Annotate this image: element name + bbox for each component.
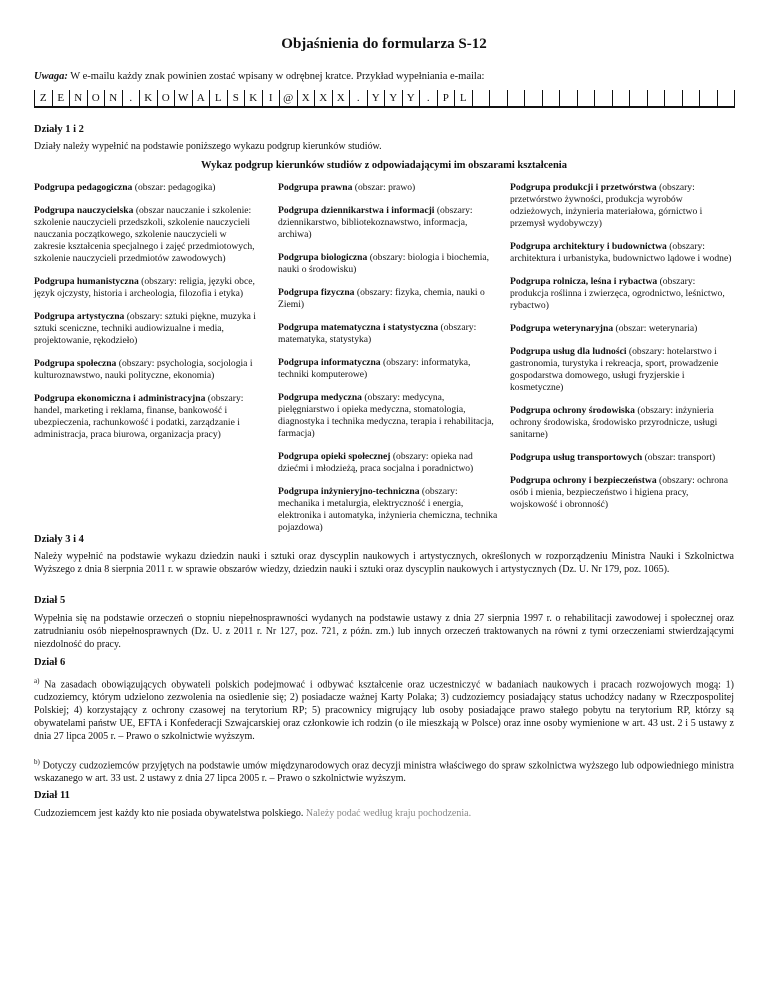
subgroup-name: Podgrupa architektury i budownictwa [510,241,667,252]
subgroup-name: Podgrupa rolnicza, leśna i rybactwa [510,276,658,287]
subgroup-name: Podgrupa produkcji i przetwórstwa [510,182,657,193]
dzialy-3-4-text: Należy wypełnić na podstawie wykazu dziedzin nauki i sztuki oraz dyscyplin naukowych i artystycznych, określonych w rozporządzeniu Ministra Nauki i Szkolnictwa Wyższego z dnia 8 sierpnia 2011 r. w sprawie obszarów wiedzy, dziedzin nauki i sztuki oraz dyscyplin naukowych i artystycznych (Dz. U. Nr 179, poz. 1065). [34,551,734,575]
email-char-box: P [438,90,456,108]
subgroup-name: Podgrupa humanistyczna [34,276,139,287]
dzial-6-heading: Dział 6 [34,657,66,668]
email-char-box [630,90,648,108]
email-char-box [718,90,736,108]
email-char-box [648,90,666,108]
note-a-text: Na zasadach obowiązujących obywateli polskich podejmować i odbywać kształcenie oraz uczestniczyć w badaniach naukowych i pracach rozwojowych mogą: 1) cudzoziemcy, którym udzielono zezwolenia na osiedlenie się; 2) posiadacze ważnej Karty Polaka; 3) cudzoziemcy posiadający status uchodźcy nadany w Rzeczpospolitej Polskiej; 4) korzystający z ochrony czasowej na terytorium RP; 5) pracownicy migrujący lub osoby posiadające prawo stałego pobytu na terytorium RP, którzy są obywatelami państw UE, EFTA i Konfederacji Szwajcarskiej oraz członkowie ich rodzin (o ile mieszkają w Polsce) oraz inne osoby wymienione w art. 43 ust. 2 i 5 ustawy z dnia 27 lipca 2005 r. – Prawo o szkolnictwie wyższym. [34,679,734,743]
subgroup-name: Podgrupa nauczycielska [34,205,134,216]
dzialy-1-2-text: Działy należy wypełnić na podstawie poniższego wykazu podgrup kierunków studiów. [34,141,382,152]
subgroup-areas: (obszary: handel, marketing i reklama, finanse, bankowość i ubezpieczenia, rachunkowość i podatki, zarządzanie i administracja, praca biurowa, organizacja pracy) [34,393,244,440]
email-char-box: L [210,90,228,108]
email-char-box [700,90,718,108]
note-b-mark: b) [34,758,40,766]
subgroup-name: Podgrupa ochrony środowiska [510,405,635,416]
email-char-box [683,90,701,108]
subgroup-entry [278,182,500,194]
subgroup-areas: (obszary: dziennikarstwo, bibliotekoznawstwo, informacja, archiwa) [278,205,473,240]
subgroup-entry [278,451,500,475]
subgroup-column-1 [34,182,259,452]
email-char-box: Y [385,90,403,108]
subgroup-areas: (obszary: informatyka, techniki komputerowe) [278,357,471,380]
subgroup-areas: (obszary: ochrona osób i mienia, bezpieczeństwo i higiena pracy, wojskowość i obronność) [510,475,729,510]
subgroup-entry [278,322,500,346]
email-char-box: . [350,90,368,108]
subgroup-entry [510,405,736,441]
subgroup-areas: (obszary: biologia i biochemia, nauki o środowisku) [278,252,490,275]
subgroup-name: Podgrupa informatyczna [278,357,381,368]
subgroup-entry [510,346,736,394]
email-char-box: L [455,90,473,108]
subgroup-areas: (obszar: prawo) [352,182,416,193]
dzial-6-note-b [34,756,734,785]
subgroup-areas: (obszary: fizyka, chemia, nauki o Ziemi) [278,287,485,310]
subgroup-areas: (obszary: inżynieria ochrony środowiska, środowisko przyrodnicze, usługi sanitarne) [510,405,718,440]
email-char-box [560,90,578,108]
subgroup-name: Podgrupa artystyczna [34,311,125,322]
subgroup-name: Podgrupa ochrony i bezpieczeństwa [510,475,657,486]
subgroup-areas: (obszary: medycyna, pielęgniarstwo i opieka medyczna, stomatologia, diagnostyka i technika medyczna, terapia i rehabilitacja, farmacja) [278,392,494,439]
subgroup-name: Podgrupa społeczna [34,358,117,369]
subgroup-name: Podgrupa pedagogiczna [34,182,133,193]
email-char-box: W [175,90,193,108]
dzial-11-hint: Należy podać według kraju pochodzenia. [303,808,472,819]
subgroup-areas: (obszary: architektura i urbanistyka, budownictwo lądowe i wodne) [510,241,732,264]
email-char-box: Z [35,90,53,108]
subgroup-entry [278,392,500,440]
subgroup-entry [278,205,500,241]
subgroup-name: Podgrupa usług dla ludności [510,346,627,357]
subgroup-entry [510,241,736,265]
subgroup-entry [34,205,259,265]
email-char-box: X [333,90,351,108]
subgroup-entry [34,358,259,382]
subgroup-areas: (obszary: hotelarstwo i gastronomia, turystyka i rekreacja, sport, prowadzenie gospodarstwa domowego, usługi fryzjerskie i kosmetyczne) [510,346,719,393]
email-char-box: X [315,90,333,108]
subgroup-areas: (obszar: transport) [642,452,716,463]
uwaga-note [34,71,484,82]
subgroup-entry [510,323,736,335]
email-char-box: I [263,90,281,108]
subgroup-name: Podgrupa fizyczna [278,287,355,298]
email-char-box [613,90,631,108]
subgroup-name: Podgrupa usług transportowych [510,452,643,463]
wykaz-title: Wykaz podgrup kierunków studiów z odpowiadającymi im obszarami kształcenia [201,160,567,171]
email-char-box: Y [368,90,386,108]
subgroup-name: Podgrupa medyczna [278,392,362,403]
subgroup-areas: (obszary: opieka nad dziećmi i młodzieżą, praca socjalna i poradnictwo) [278,451,474,474]
subgroup-areas: (obszar nauczanie i szkolenie: szkolenie nauczycieli przedszkoli, szkolenie nauczycieli nauczania początkowego, szkolenie nauczycieli w zakresie kształcenia specjalnego i zajęć przedmiotowych, szkolenie nauczycieli przedmiotów zawodowych) [34,205,255,264]
email-char-box [508,90,526,108]
email-char-box [665,90,683,108]
email-char-box [490,90,508,108]
page-title: Objaśnienia do formularza S-12 [281,36,487,52]
email-char-box: K [245,90,263,108]
subgroup-name: Podgrupa prawna [278,182,353,193]
subgroup-column-3 [510,182,736,522]
subgroup-areas: (obszary: sztuki piękne, muzyka i sztuki sceniczne, techniki audiowizualne i media, projektowanie, rękodzieło) [34,311,256,346]
email-example-grid [34,90,735,108]
subgroup-entry [278,357,500,381]
subgroup-areas: (obszary: produkcja roślinna i zwierzęca, ogrodnictwo, leśnictwo, rybactwo) [510,276,725,311]
subgroup-entry [34,182,259,194]
email-char-box: S [228,90,246,108]
subgroup-entry [34,311,259,347]
email-char-box: E [53,90,71,108]
subgroup-entry [278,252,500,276]
subgroup-entry [510,475,736,511]
subgroup-entry [34,393,259,441]
email-char-box: . [123,90,141,108]
uwaga-label: Uwaga: [34,71,68,82]
subgroup-name: Podgrupa opieki społecznej [278,451,391,462]
subgroup-entry [34,276,259,300]
subgroup-name: Podgrupa matematyczna i statystyczna [278,322,439,333]
email-char-box: A [193,90,211,108]
dzialy-3-4-heading: Działy 3 i 4 [34,534,84,545]
subgroup-areas: (obszary: psychologia, socjologia i kulturoznawstwo, nauki polityczne, ekonomia) [34,358,253,381]
dzial-5-text: Wypełnia się na podstawie orzeczeń o stopniu niepełnosprawności wydanych na podstawie ustawy z dnia 27 sierpnia 1997 r. o rehabilitacji zawodowej i społecznej oraz zatrudnianiu osób niepełnosprawnych (Dz. U. z 2011 r. Nr 127, poz. 721, z późn. zm.) lub innych orzeczeń traktowanych na równi z tymi orzeczeniami stwierdzającymi niezdolność do pracy. [34,613,734,650]
email-char-box: O [88,90,106,108]
subgroup-areas: (obszary: mechanika i metalurgia, elektryczność i energia, elektronika i automatyka, inżynieria chemiczna, technika pojazdowa) [278,486,498,533]
subgroup-areas: (obszar: pedagogika) [132,182,216,193]
subgroup-name: Podgrupa biologiczna [278,252,368,263]
email-char-box [543,90,561,108]
email-char-box [595,90,613,108]
dzial-6-note-a [34,675,734,743]
subgroup-entry [510,182,736,230]
subgroup-name: Podgrupa dziennikarstwa i informacji [278,205,435,216]
subgroup-areas: (obszary: matematyka, statystyka) [278,322,477,345]
email-char-box [578,90,596,108]
subgroup-name: Podgrupa inżynieryjno-techniczna [278,486,420,497]
uwaga-text: W e-mailu każdy znak powinien zostać wpisany w odrębnej kratce. Przykład wypełniania e-maila: [67,71,485,82]
subgroup-areas: (obszary: religia, języki obce, język ojczysty, historia i archeologia, filozofia i etyka) [34,276,255,299]
note-b-text: Dotyczy cudzoziemców przyjętych na podstawie umów międzynarodowych oraz decyzji ministra właściwego do spraw szkolnictwa wyższego lub odpowiedniego ministra wskazanego w art. 33 ust. 2 ustawy z dnia 27 lipca 2005 r. – Prawo o szkolnictwie wyższym. [34,760,734,785]
subgroup-entry [510,276,736,312]
subgroup-areas: (obszary: przetwórstwo żywności, produkcja wyrobów odzieżowych, inżynieria materiałowa, górnictwo i przemysł wydobywczy) [510,182,703,229]
note-a-mark: a) [34,677,40,685]
dzial-5-heading: Dział 5 [34,595,66,606]
subgroup-entry [278,486,500,534]
subgroup-entry [278,287,500,311]
email-char-box: . [420,90,438,108]
dzial-11-definition: Cudzoziemcem jest każdy kto nie posiada obywatelstwa polskiego. [34,808,304,819]
email-char-box: K [140,90,158,108]
email-char-box: N [70,90,88,108]
subgroup-areas: (obszar: weterynaria) [613,323,698,334]
email-char-box [473,90,491,108]
subgroup-entry [510,452,736,464]
dzial-11-text [34,807,734,820]
subgroup-name: Podgrupa ekonomiczna i administracyjna [34,393,206,404]
subgroup-column-2 [278,182,500,545]
email-char-box: X [298,90,316,108]
email-char-box: @ [280,90,298,108]
email-char-box: N [105,90,123,108]
email-char-box: O [158,90,176,108]
email-char-box: Y [403,90,421,108]
dzial-11-heading: Dział 11 [34,790,70,801]
dzialy-1-2-heading: Działy 1 i 2 [34,124,84,135]
email-char-box [525,90,543,108]
subgroup-name: Podgrupa weterynaryjna [510,323,614,334]
